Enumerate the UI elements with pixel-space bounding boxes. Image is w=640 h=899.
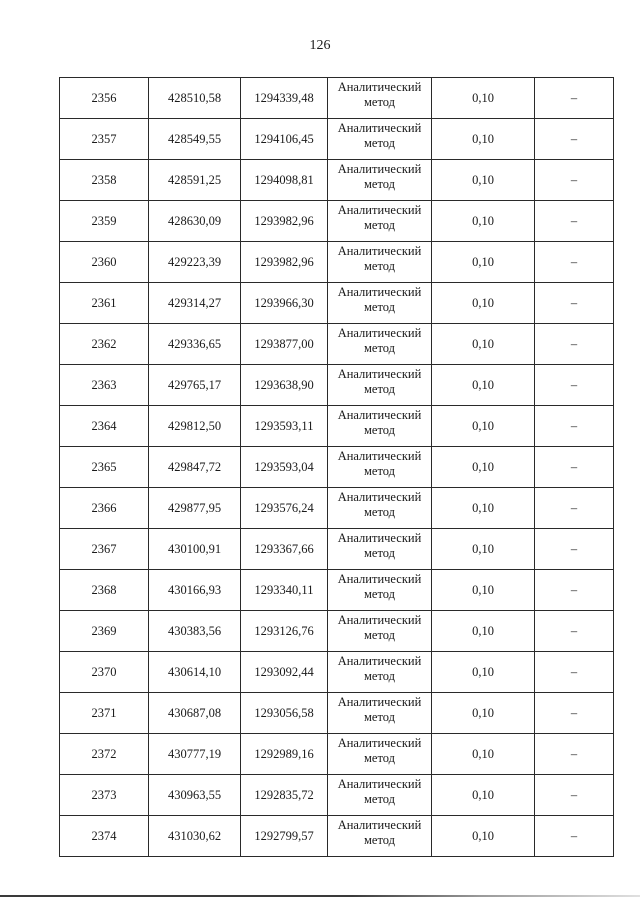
point-number-cell: 2356 (60, 78, 149, 119)
point-number-cell: 2372 (60, 734, 149, 775)
table-row (60, 160, 614, 201)
x-coordinate-cell: 430100,91 (149, 529, 241, 570)
accuracy-cell: 0,10 (432, 283, 535, 324)
x-coordinate-cell: 428549,55 (149, 119, 241, 160)
table-row (60, 611, 614, 652)
note-cell: – (535, 775, 614, 816)
note-cell: – (535, 488, 614, 529)
method-cell (328, 816, 432, 857)
method-cell (328, 652, 432, 693)
note-cell: – (535, 365, 614, 406)
method-cell (328, 283, 432, 324)
method-cell (328, 570, 432, 611)
method-cell (328, 447, 432, 488)
y-coordinate-cell: 1292989,16 (241, 734, 328, 775)
point-number-cell: 2368 (60, 570, 149, 611)
note-cell: – (535, 78, 614, 119)
note-cell: – (535, 119, 614, 160)
x-coordinate-cell: 428591,25 (149, 160, 241, 201)
x-coordinate-cell: 429877,95 (149, 488, 241, 529)
table-row (60, 775, 614, 816)
method-text: Аналитический метод (337, 203, 422, 232)
note-cell: – (535, 570, 614, 611)
accuracy-cell: 0,10 (432, 570, 535, 611)
method-text: Аналитический метод (337, 613, 422, 642)
y-coordinate-cell: 1293092,44 (241, 652, 328, 693)
table-row (60, 570, 614, 611)
point-number-cell: 2370 (60, 652, 149, 693)
y-coordinate-cell: 1293877,00 (241, 324, 328, 365)
table-row (60, 119, 614, 160)
method-text: Аналитический метод (337, 490, 422, 519)
point-number-cell: 2374 (60, 816, 149, 857)
method-text: Аналитический метод (337, 121, 422, 150)
method-text: Аналитический метод (337, 818, 422, 847)
x-coordinate-cell: 429812,50 (149, 406, 241, 447)
y-coordinate-cell: 1293367,66 (241, 529, 328, 570)
note-cell: – (535, 611, 614, 652)
method-cell (328, 242, 432, 283)
point-number-cell: 2364 (60, 406, 149, 447)
x-coordinate-cell: 429314,27 (149, 283, 241, 324)
method-text: Аналитический метод (337, 777, 422, 806)
method-cell (328, 365, 432, 406)
table-row (60, 488, 614, 529)
method-text: Аналитический метод (337, 449, 422, 478)
accuracy-cell: 0,10 (432, 406, 535, 447)
x-coordinate-cell: 429223,39 (149, 242, 241, 283)
accuracy-cell: 0,10 (432, 119, 535, 160)
point-number-cell: 2367 (60, 529, 149, 570)
accuracy-cell: 0,10 (432, 160, 535, 201)
accuracy-cell: 0,10 (432, 529, 535, 570)
method-text: Аналитический метод (337, 736, 422, 765)
x-coordinate-cell: 430383,56 (149, 611, 241, 652)
y-coordinate-cell: 1293593,04 (241, 447, 328, 488)
accuracy-cell: 0,10 (432, 775, 535, 816)
method-cell (328, 160, 432, 201)
method-cell (328, 529, 432, 570)
table-body (60, 78, 614, 857)
accuracy-cell: 0,10 (432, 611, 535, 652)
method-cell (328, 775, 432, 816)
method-cell (328, 488, 432, 529)
method-text: Аналитический метод (337, 408, 422, 437)
note-cell: – (535, 160, 614, 201)
note-cell: – (535, 201, 614, 242)
x-coordinate-cell: 429765,17 (149, 365, 241, 406)
x-coordinate-cell: 429847,72 (149, 447, 241, 488)
point-number-cell: 2365 (60, 447, 149, 488)
y-coordinate-cell: 1293576,24 (241, 488, 328, 529)
note-cell: – (535, 816, 614, 857)
x-coordinate-cell: 430777,19 (149, 734, 241, 775)
x-coordinate-cell: 430166,93 (149, 570, 241, 611)
y-coordinate-cell: 1293982,96 (241, 201, 328, 242)
y-coordinate-cell: 1292835,72 (241, 775, 328, 816)
note-cell: – (535, 242, 614, 283)
x-coordinate-cell: 430614,10 (149, 652, 241, 693)
point-number-cell: 2360 (60, 242, 149, 283)
x-coordinate-cell: 430963,55 (149, 775, 241, 816)
table-row (60, 734, 614, 775)
table-row (60, 324, 614, 365)
method-cell (328, 406, 432, 447)
y-coordinate-cell: 1293340,11 (241, 570, 328, 611)
y-coordinate-cell: 1294098,81 (241, 160, 328, 201)
y-coordinate-cell: 1293056,58 (241, 693, 328, 734)
note-cell: – (535, 324, 614, 365)
accuracy-cell: 0,10 (432, 734, 535, 775)
table-row (60, 283, 614, 324)
method-text: Аналитический метод (337, 695, 422, 724)
note-cell: – (535, 406, 614, 447)
note-cell: – (535, 283, 614, 324)
table-row (60, 78, 614, 119)
method-text: Аналитический метод (337, 531, 422, 560)
method-text: Аналитический метод (337, 367, 422, 396)
x-coordinate-cell: 428510,58 (149, 78, 241, 119)
table-row (60, 529, 614, 570)
accuracy-cell: 0,10 (432, 693, 535, 734)
table-row (60, 406, 614, 447)
method-text: Аналитический метод (337, 572, 422, 601)
point-number-cell: 2357 (60, 119, 149, 160)
table-row (60, 242, 614, 283)
accuracy-cell: 0,10 (432, 816, 535, 857)
point-number-cell: 2363 (60, 365, 149, 406)
method-cell (328, 734, 432, 775)
point-number-cell: 2373 (60, 775, 149, 816)
note-cell: – (535, 529, 614, 570)
point-number-cell: 2366 (60, 488, 149, 529)
x-coordinate-cell: 431030,62 (149, 816, 241, 857)
table-row (60, 365, 614, 406)
method-text: Аналитический метод (337, 654, 422, 683)
point-number-cell: 2362 (60, 324, 149, 365)
x-coordinate-cell: 430687,08 (149, 693, 241, 734)
table-row (60, 447, 614, 488)
method-cell (328, 324, 432, 365)
table-row (60, 816, 614, 857)
x-coordinate-cell: 428630,09 (149, 201, 241, 242)
y-coordinate-cell: 1294106,45 (241, 119, 328, 160)
method-text: Аналитический метод (337, 80, 422, 109)
table-row (60, 693, 614, 734)
note-cell: – (535, 652, 614, 693)
table-row (60, 201, 614, 242)
method-cell (328, 693, 432, 734)
method-text: Аналитический метод (337, 244, 422, 273)
accuracy-cell: 0,10 (432, 488, 535, 529)
note-cell: – (535, 693, 614, 734)
accuracy-cell: 0,10 (432, 78, 535, 119)
accuracy-cell: 0,10 (432, 365, 535, 406)
method-text: Аналитический метод (337, 285, 422, 314)
method-cell (328, 611, 432, 652)
accuracy-cell: 0,10 (432, 201, 535, 242)
table-row (60, 652, 614, 693)
y-coordinate-cell: 1293593,11 (241, 406, 328, 447)
method-cell (328, 119, 432, 160)
point-number-cell: 2361 (60, 283, 149, 324)
point-number-cell: 2369 (60, 611, 149, 652)
note-cell: – (535, 734, 614, 775)
point-number-cell: 2358 (60, 160, 149, 201)
y-coordinate-cell: 1293966,30 (241, 283, 328, 324)
accuracy-cell: 0,10 (432, 447, 535, 488)
point-number-cell: 2371 (60, 693, 149, 734)
coordinates-table (59, 77, 614, 857)
scan-edge-line (0, 895, 640, 897)
x-coordinate-cell: 429336,65 (149, 324, 241, 365)
method-text: Аналитический метод (337, 162, 422, 191)
note-cell: – (535, 447, 614, 488)
y-coordinate-cell: 1293126,76 (241, 611, 328, 652)
page-number: 126 (309, 38, 331, 53)
method-text: Аналитический метод (337, 326, 422, 355)
y-coordinate-cell: 1294339,48 (241, 78, 328, 119)
y-coordinate-cell: 1293638,90 (241, 365, 328, 406)
y-coordinate-cell: 1293982,96 (241, 242, 328, 283)
method-cell (328, 201, 432, 242)
method-cell (328, 78, 432, 119)
accuracy-cell: 0,10 (432, 242, 535, 283)
accuracy-cell: 0,10 (432, 652, 535, 693)
y-coordinate-cell: 1292799,57 (241, 816, 328, 857)
accuracy-cell: 0,10 (432, 324, 535, 365)
point-number-cell: 2359 (60, 201, 149, 242)
